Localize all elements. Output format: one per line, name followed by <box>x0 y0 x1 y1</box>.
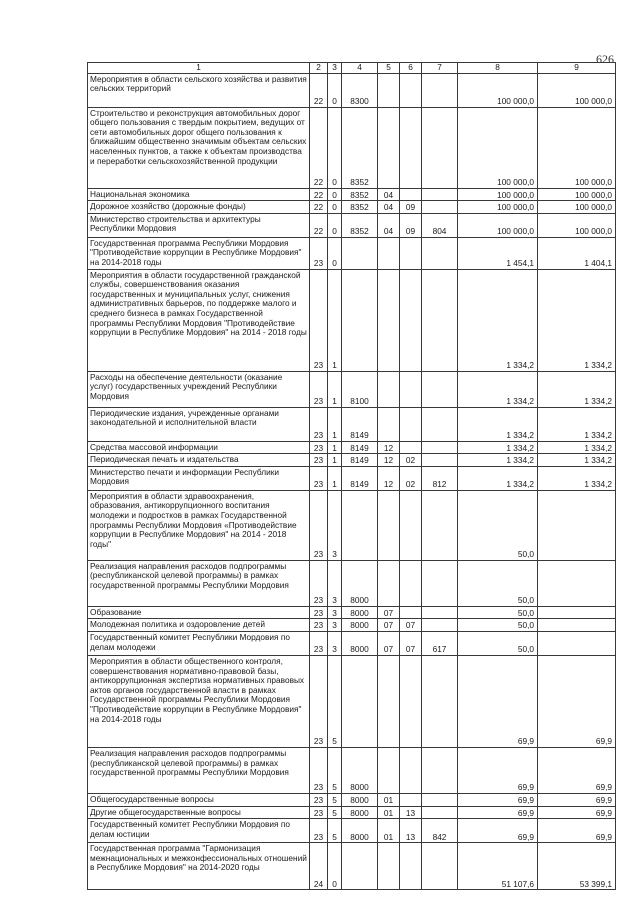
ministry-cell: 812 <box>422 466 458 490</box>
code-cell: 23 <box>310 490 328 560</box>
ministry-cell <box>422 747 458 793</box>
item-name: Государственный комитет Республики Мордовия по делам молодежи <box>88 631 310 655</box>
code-cell: 5 <box>328 655 342 747</box>
item-name: Мероприятия в области общественного контроля, совершенствования нормативно-правовой базы, антикоррупционная экспертиза нормативных правовых актов органов государственной власти в рамках Государственной программы Республики Мордовия "Противодействие коррупции в Республике Мордовия" на 2014-2018 годы <box>88 655 310 747</box>
table-row <box>88 107 616 188</box>
budget-table <box>87 62 616 890</box>
target-article-cell: 8149 <box>342 441 378 454</box>
section-cell <box>378 407 400 441</box>
code-cell: 23 <box>310 466 328 490</box>
table-row <box>88 188 616 201</box>
item-name: Другие общегосударственные вопросы <box>88 806 310 819</box>
amount-cell <box>538 606 616 619</box>
ministry-cell <box>422 793 458 806</box>
target-article-cell: 8352 <box>342 213 378 237</box>
item-name: Периодические издания, учрежденные органами законодательной и исполнительной власти <box>88 407 310 441</box>
section-cell <box>378 371 400 407</box>
ministry-cell <box>422 655 458 747</box>
target-article-cell <box>342 269 378 371</box>
header-cell: 4 <box>342 63 378 74</box>
amount-cell: 100 000,0 <box>538 213 616 237</box>
section-cell: 01 <box>378 819 400 843</box>
section-cell: 04 <box>378 188 400 201</box>
table-row <box>88 606 616 619</box>
subsection-cell <box>400 655 422 747</box>
amount-cell: 69,9 <box>458 747 538 793</box>
ministry-cell: 842 <box>422 819 458 843</box>
amount-cell: 100 000,0 <box>458 107 538 188</box>
ministry-cell <box>422 269 458 371</box>
ministry-cell <box>422 560 458 606</box>
subsection-cell: 09 <box>400 201 422 214</box>
target-article-cell: 8149 <box>342 466 378 490</box>
target-article-cell: 8352 <box>342 188 378 201</box>
amount-cell: 69,9 <box>538 806 616 819</box>
code-cell: 1 <box>328 441 342 454</box>
table-row <box>88 454 616 467</box>
amount-cell: 69,9 <box>538 655 616 747</box>
subsection-cell: 02 <box>400 454 422 467</box>
amount-cell: 100 000,0 <box>458 73 538 107</box>
code-cell: 22 <box>310 201 328 214</box>
table-row <box>88 441 616 454</box>
amount-cell: 1 334,2 <box>458 466 538 490</box>
section-cell <box>378 747 400 793</box>
code-cell: 23 <box>310 619 328 632</box>
subsection-cell <box>400 188 422 201</box>
amount-cell: 100 000,0 <box>538 107 616 188</box>
amount-cell: 1 334,2 <box>458 407 538 441</box>
subsection-cell: 09 <box>400 213 422 237</box>
amount-cell: 100 000,0 <box>458 213 538 237</box>
table-row <box>88 793 616 806</box>
item-name: Государственная программа Республики Мордовия "Противодействие коррупции в Республике Мордовия" на 2014-2018 годы <box>88 237 310 269</box>
amount-cell: 100 000,0 <box>458 188 538 201</box>
subsection-cell: 02 <box>400 466 422 490</box>
code-cell: 23 <box>310 441 328 454</box>
ministry-cell: 617 <box>422 631 458 655</box>
item-name: Молодежная политика и оздоровление детей <box>88 619 310 632</box>
target-article-cell <box>342 237 378 269</box>
page-number: 626 <box>596 52 614 66</box>
item-name: Реализация направления расходов подпрограммы (республиканской целевой программы) в рамках государственной программы Республики Мордовия <box>88 747 310 793</box>
table-row <box>88 490 616 560</box>
code-cell: 22 <box>310 107 328 188</box>
subsection-cell <box>400 793 422 806</box>
code-cell: 3 <box>328 490 342 560</box>
ministry-cell <box>422 237 458 269</box>
amount-cell: 100 000,0 <box>538 188 616 201</box>
item-name: Мероприятия в области государственной гражданской службы, совершенствования оказания государственных и муниципальных услуг, снижения административных барьеров, по поддержке малого и среднего бизнеса в рамках Государственной программы Республики Мордовия "Противодействие коррупции в Республике Мордовия" на 2014 - 2018 годы <box>88 269 310 371</box>
target-article-cell <box>342 843 378 890</box>
subsection-cell <box>400 606 422 619</box>
ministry-cell <box>422 188 458 201</box>
section-cell <box>378 560 400 606</box>
target-article-cell: 8352 <box>342 201 378 214</box>
table-row <box>88 747 616 793</box>
target-article-cell: 8000 <box>342 747 378 793</box>
item-name: Образование <box>88 606 310 619</box>
ministry-cell <box>422 441 458 454</box>
code-cell: 0 <box>328 237 342 269</box>
amount-cell <box>538 560 616 606</box>
code-cell: 5 <box>328 806 342 819</box>
subsection-cell <box>400 747 422 793</box>
amount-cell <box>538 619 616 632</box>
target-article-cell: 8000 <box>342 560 378 606</box>
amount-cell: 69,9 <box>538 819 616 843</box>
code-cell: 22 <box>310 188 328 201</box>
ministry-cell <box>422 606 458 619</box>
item-name: Государственный комитет Республики Мордовия по делам юстиции <box>88 819 310 843</box>
amount-cell: 1 334,2 <box>458 454 538 467</box>
item-name: Дорожное хозяйство (дорожные фонды) <box>88 201 310 214</box>
subsection-cell <box>400 73 422 107</box>
code-cell: 1 <box>328 269 342 371</box>
table-row <box>88 655 616 747</box>
code-cell: 23 <box>310 606 328 619</box>
subsection-cell: 13 <box>400 819 422 843</box>
ministry-cell <box>422 454 458 467</box>
amount-cell: 69,9 <box>458 655 538 747</box>
ministry-cell <box>422 843 458 890</box>
target-article-cell: 8100 <box>342 371 378 407</box>
code-cell: 1 <box>328 454 342 467</box>
amount-cell: 1 334,2 <box>458 269 538 371</box>
code-cell: 3 <box>328 619 342 632</box>
table-row <box>88 269 616 371</box>
table-row <box>88 560 616 606</box>
ministry-cell <box>422 806 458 819</box>
code-cell: 23 <box>310 560 328 606</box>
ministry-cell <box>422 107 458 188</box>
table-row <box>88 237 616 269</box>
subsection-cell <box>400 237 422 269</box>
code-cell: 0 <box>328 188 342 201</box>
subsection-cell <box>400 269 422 371</box>
amount-cell: 69,9 <box>538 747 616 793</box>
subsection-cell: 13 <box>400 806 422 819</box>
amount-cell: 100 000,0 <box>458 201 538 214</box>
ministry-cell <box>422 407 458 441</box>
ministry-cell <box>422 73 458 107</box>
code-cell: 0 <box>328 201 342 214</box>
amount-cell <box>538 490 616 560</box>
target-article-cell: 8000 <box>342 606 378 619</box>
section-cell: 01 <box>378 793 400 806</box>
item-name: Мероприятия в области здравоохранения, образования, антикоррупционного воспитания молодежи и подростков в рамках Государственной программы Республики Мордовия «Противодействие коррупции в Республике Мордовия" на 2014 - 2018 годы" <box>88 490 310 560</box>
section-cell: 07 <box>378 619 400 632</box>
table-row <box>88 201 616 214</box>
amount-cell: 1 334,2 <box>538 407 616 441</box>
code-cell: 23 <box>310 237 328 269</box>
section-cell <box>378 490 400 560</box>
amount-cell: 50,0 <box>458 631 538 655</box>
target-article-cell: 8000 <box>342 631 378 655</box>
code-cell: 23 <box>310 806 328 819</box>
item-name: Мероприятия в области сельского хозяйства и развития сельских территорий <box>88 73 310 107</box>
ministry-cell <box>422 371 458 407</box>
subsection-cell: 07 <box>400 619 422 632</box>
code-cell: 23 <box>310 747 328 793</box>
amount-cell: 1 334,2 <box>538 441 616 454</box>
section-cell: 12 <box>378 454 400 467</box>
amount-cell: 50,0 <box>458 606 538 619</box>
subsection-cell <box>400 407 422 441</box>
table-row <box>88 371 616 407</box>
code-cell: 23 <box>310 819 328 843</box>
section-cell <box>378 843 400 890</box>
code-cell: 5 <box>328 747 342 793</box>
target-article-cell: 8000 <box>342 619 378 632</box>
code-cell: 22 <box>310 213 328 237</box>
subsection-cell <box>400 371 422 407</box>
section-cell <box>378 73 400 107</box>
amount-cell: 69,9 <box>458 793 538 806</box>
subsection-cell <box>400 490 422 560</box>
item-name: Реализация направления расходов подпрограммы (республиканской целевой программы) в рамках государственной программы Республики Мордовия <box>88 560 310 606</box>
code-cell: 23 <box>310 454 328 467</box>
subsection-cell <box>400 441 422 454</box>
code-cell: 0 <box>328 213 342 237</box>
section-cell <box>378 237 400 269</box>
amount-cell: 51 107,6 <box>458 843 538 890</box>
section-cell <box>378 107 400 188</box>
table-row <box>88 819 616 843</box>
subsection-cell <box>400 843 422 890</box>
item-name: Расходы на обеспечение деятельности (оказание услуг) государственных учреждений Республики Мордовия <box>88 371 310 407</box>
header-cell: 7 <box>422 63 458 74</box>
section-cell: 01 <box>378 806 400 819</box>
subsection-cell <box>400 107 422 188</box>
header-cell: 2 <box>310 63 328 74</box>
ministry-cell: 804 <box>422 213 458 237</box>
code-cell: 23 <box>310 655 328 747</box>
amount-cell: 50,0 <box>458 619 538 632</box>
section-cell: 12 <box>378 441 400 454</box>
table-row <box>88 619 616 632</box>
amount-cell: 1 334,2 <box>538 466 616 490</box>
amount-cell: 1 334,2 <box>538 454 616 467</box>
header-cell: 9 <box>538 63 616 74</box>
target-article-cell: 8352 <box>342 107 378 188</box>
ministry-cell <box>422 619 458 632</box>
subsection-cell <box>400 560 422 606</box>
table-row <box>88 631 616 655</box>
amount-cell: 53 399,1 <box>538 843 616 890</box>
code-cell: 1 <box>328 466 342 490</box>
header-cell: 6 <box>400 63 422 74</box>
target-article-cell: 8000 <box>342 806 378 819</box>
section-cell: 07 <box>378 606 400 619</box>
section-cell: 04 <box>378 213 400 237</box>
table-row <box>88 407 616 441</box>
code-cell: 3 <box>328 560 342 606</box>
table-row <box>88 843 616 890</box>
table-row <box>88 73 616 107</box>
header-cell: 8 <box>458 63 538 74</box>
table-row <box>88 466 616 490</box>
target-article-cell: 8149 <box>342 454 378 467</box>
code-cell: 0 <box>328 843 342 890</box>
target-article-cell <box>342 490 378 560</box>
subsection-cell: 07 <box>400 631 422 655</box>
item-name: Средства массовой информации <box>88 441 310 454</box>
item-name: Министерство строительства и архитектуры Республики Мордовия <box>88 213 310 237</box>
code-cell: 0 <box>328 73 342 107</box>
target-article-cell: 8149 <box>342 407 378 441</box>
code-cell: 22 <box>310 73 328 107</box>
item-name: Строительство и реконструкция автомобильных дорог общего пользования с твердым покрытием, ведущих от сети автомобильных дорог общего пользования к ближайшим общественно значимым объектам сельских населенных пунктов, а также к объектам производства и переработки сельскохозяйственной продукции <box>88 107 310 188</box>
amount-cell: 69,9 <box>458 806 538 819</box>
code-cell: 5 <box>328 793 342 806</box>
amount-cell: 100 000,0 <box>538 73 616 107</box>
ministry-cell <box>422 201 458 214</box>
code-cell: 1 <box>328 371 342 407</box>
amount-cell <box>538 631 616 655</box>
amount-cell: 1 334,2 <box>538 269 616 371</box>
code-cell: 23 <box>310 631 328 655</box>
amount-cell: 1 334,2 <box>458 441 538 454</box>
section-cell: 12 <box>378 466 400 490</box>
amount-cell: 50,0 <box>458 490 538 560</box>
amount-cell: 1 404,1 <box>538 237 616 269</box>
code-cell: 1 <box>328 407 342 441</box>
item-name: Государственная программа "Гармонизация межнациональных и межконфессиональных отношений в Республике Мордовия" на 2014-2020 годы <box>88 843 310 890</box>
code-cell: 0 <box>328 107 342 188</box>
target-article-cell: 8000 <box>342 793 378 806</box>
target-article-cell <box>342 655 378 747</box>
code-cell: 3 <box>328 606 342 619</box>
header-cell: 1 <box>88 63 310 74</box>
item-name: Министерство печати и информации Республики Мордовия <box>88 466 310 490</box>
target-article-cell: 8300 <box>342 73 378 107</box>
code-cell: 5 <box>328 819 342 843</box>
amount-cell: 1 334,2 <box>538 371 616 407</box>
table-row <box>88 213 616 237</box>
section-cell <box>378 655 400 747</box>
header-row <box>88 63 616 74</box>
table-row <box>88 806 616 819</box>
section-cell: 04 <box>378 201 400 214</box>
code-cell: 23 <box>310 793 328 806</box>
amount-cell: 1 334,2 <box>458 371 538 407</box>
section-cell: 07 <box>378 631 400 655</box>
amount-cell: 50,0 <box>458 560 538 606</box>
header-cell: 3 <box>328 63 342 74</box>
item-name: Периодическая печать и издательства <box>88 454 310 467</box>
code-cell: 23 <box>310 371 328 407</box>
ministry-cell <box>422 490 458 560</box>
amount-cell: 69,9 <box>458 819 538 843</box>
section-cell <box>378 269 400 371</box>
amount-cell: 1 454,1 <box>458 237 538 269</box>
header-cell: 5 <box>378 63 400 74</box>
amount-cell: 69,9 <box>538 793 616 806</box>
item-name: Общегосударственные вопросы <box>88 793 310 806</box>
code-cell: 3 <box>328 631 342 655</box>
code-cell: 24 <box>310 843 328 890</box>
target-article-cell: 8000 <box>342 819 378 843</box>
code-cell: 23 <box>310 407 328 441</box>
item-name: Национальная экономика <box>88 188 310 201</box>
code-cell: 23 <box>310 269 328 371</box>
amount-cell: 100 000,0 <box>538 201 616 214</box>
